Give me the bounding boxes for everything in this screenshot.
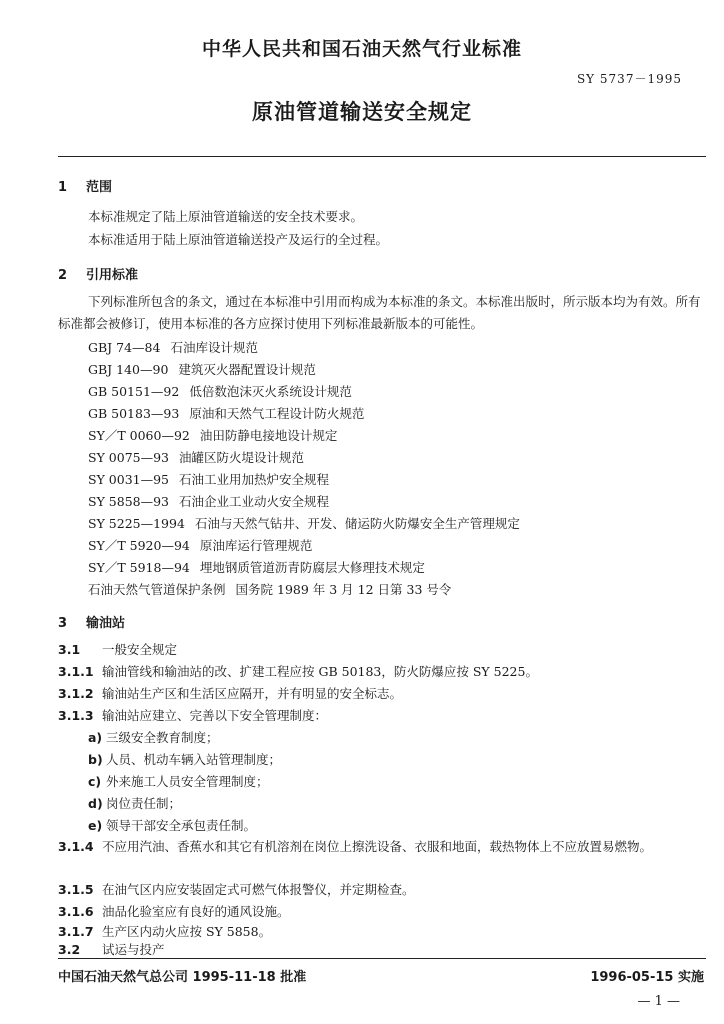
- clause-number: 3.1.2: [58, 686, 94, 701]
- clause-3-1-3: [58, 706, 327, 724]
- section-number: 3: [58, 616, 68, 631]
- item-text: 领导干部安全承包责任制。: [106, 818, 257, 833]
- paragraph: 本标准适用于陆上原油管道输送投产及运行的全过程。: [88, 232, 389, 247]
- list-item: [88, 816, 256, 834]
- ref-title: 原油库运行管理规范: [199, 538, 313, 553]
- ref-code: 石油天然气管道保护条例: [88, 582, 226, 597]
- section-number: 2: [58, 268, 68, 283]
- ref-code: SY／T 5918—94: [88, 560, 190, 575]
- item-text: 岗位责任制；: [106, 796, 182, 811]
- ref-code: GB 50151—92: [88, 384, 180, 399]
- section-3-heading: [58, 612, 125, 631]
- ref-code: SY／T 0060—92: [88, 428, 190, 443]
- item-label: e): [88, 818, 103, 833]
- approval-line: 中国石油天然气总公司 1995-11-18 批准: [58, 970, 307, 985]
- ref-title: 石油企业工业动火安全规程: [179, 494, 330, 509]
- ref-code: GBJ 140—90: [88, 362, 169, 377]
- item-text: 三级安全教育制度；: [106, 730, 219, 745]
- reference-item: [88, 536, 312, 554]
- item-text: 人员、机动车辆入站管理制度；: [106, 752, 282, 767]
- list-item: [88, 728, 219, 746]
- clause-3-1-1: [58, 662, 538, 680]
- list-item: [88, 794, 181, 812]
- reference-item: [88, 404, 364, 422]
- reference-item: [88, 492, 329, 510]
- reference-item: [88, 514, 520, 532]
- ref-code: SY／T 5920—94: [88, 538, 190, 553]
- ref-code: SY 0031—95: [88, 472, 170, 487]
- document-title: 原油管道输送安全规定: [252, 100, 472, 124]
- reference-item: [88, 470, 329, 488]
- clause-3-1: [58, 640, 177, 658]
- bottom-rule: [58, 958, 706, 959]
- clause-text: 在油气区内应安装固定式可燃气体报警仪，并定期检查。: [102, 882, 415, 897]
- section-number: 1: [58, 180, 68, 195]
- clause-text: 输油站应建立、完善以下安全管理制度：: [102, 708, 328, 723]
- clause-text: 输油站生产区和生活区应隔开，并有明显的安全标志。: [102, 686, 403, 701]
- ref-title: 埋地钢质管道沥青防腐层大修理技术规定: [199, 560, 425, 575]
- list-item: [88, 750, 281, 768]
- clause-number: 3.1.5: [58, 882, 94, 897]
- clause-text: 油品化验室应有良好的通风设施。: [102, 904, 290, 919]
- section-1-heading: [58, 176, 112, 195]
- ref-title: 石油与天然气钻井、开发、储运防火防爆安全生产管理规定: [194, 516, 520, 531]
- ref-title: 油田防静电接地设计规定: [199, 428, 338, 443]
- item-label: a): [88, 730, 103, 745]
- section-title: 引用标准: [86, 268, 139, 283]
- section-title: 范围: [86, 180, 113, 195]
- effective-date: 1996-05-15 实施: [590, 970, 704, 985]
- page-number: — 1 —: [637, 994, 680, 1009]
- ref-title: 低倍数泡沫灭火系统设计规范: [189, 384, 352, 399]
- ref-title: 油罐区防火堤设计规范: [179, 450, 305, 465]
- ref-title: 建筑灭火器配置设计规范: [178, 362, 316, 377]
- clause-number: 3.1.1: [58, 664, 94, 679]
- paragraph: 本标准规定了陆上原油管道输送的安全技术要求。: [88, 209, 364, 224]
- clause-3-1-6: [58, 902, 290, 920]
- reference-item: [88, 382, 352, 400]
- reference-item: [88, 360, 316, 378]
- item-label: d): [88, 796, 103, 811]
- reference-item: [88, 580, 451, 598]
- clause-number: 3.1.4: [58, 839, 94, 854]
- ref-title: 石油库设计规范: [170, 340, 258, 355]
- reference-item: [88, 448, 304, 466]
- reference-item: [88, 338, 258, 356]
- item-label: c): [88, 774, 102, 789]
- ref-title: 原油和天然气工程设计防火规范: [189, 406, 365, 421]
- clause-3-2: [58, 940, 165, 958]
- clause-3-1-2: [58, 684, 402, 702]
- clause-number: 3.2: [58, 942, 81, 957]
- ref-title: 石油工业用加热炉安全规程: [179, 472, 330, 487]
- clause-text: 输油管线和输油站的改、扩建工程应按 GB 50183，防火防爆应按 SY 5225。: [102, 664, 538, 679]
- clause-text: 试运与投产: [102, 942, 165, 957]
- clause-number: 3.1.3: [58, 708, 94, 723]
- section-2-heading: [58, 264, 138, 283]
- ref-title: 国务院 1989 年 3 月 12 日第 33 号令: [235, 582, 452, 597]
- ref-code: SY 5225—1994: [88, 516, 185, 531]
- ref-code: GB 50183—93: [88, 406, 180, 421]
- clause-text: 生产区内动火应按 SY 5858。: [102, 924, 272, 939]
- clause-number: 3.1: [58, 642, 81, 657]
- reference-item: [88, 558, 425, 576]
- org-title: 中华人民共和国石油天然气行业标准: [201, 38, 522, 60]
- item-label: b): [88, 752, 103, 767]
- clause-3-1-4: [58, 836, 706, 858]
- clause-number: 3.1.6: [58, 904, 94, 919]
- item-text: 外来施工人员安全管理制度；: [106, 774, 269, 789]
- standard-number: SY 5737－1995: [576, 72, 682, 86]
- section-title: 输油站: [86, 616, 126, 631]
- list-item: [88, 772, 269, 790]
- top-rule: [58, 156, 706, 157]
- ref-code: GBJ 74—84: [88, 340, 161, 355]
- clause-number: 3.1.7: [58, 924, 94, 939]
- intro-paragraph: 下列标准所包含的条文，通过在本标准中引用而构成为本标准的条文。本标准出版时，所示版本均为有效。所有标准都会被修订，使用本标准的各方应探讨使用下列标准最新版本的可能性。: [58, 294, 701, 331]
- clause-3-1-7: [58, 922, 271, 940]
- reference-item: [88, 426, 337, 444]
- clause-text: 一般安全规定: [102, 642, 178, 657]
- clause-text: 不应用汽油、香蕉水和其它有机溶剂在岗位上擦洗设备、衣服和地面，载热物体上不应放置易燃物。: [102, 839, 653, 854]
- ref-code: SY 0075—93: [88, 450, 170, 465]
- clause-3-1-5: [58, 880, 415, 898]
- ref-code: SY 5858—93: [88, 494, 170, 509]
